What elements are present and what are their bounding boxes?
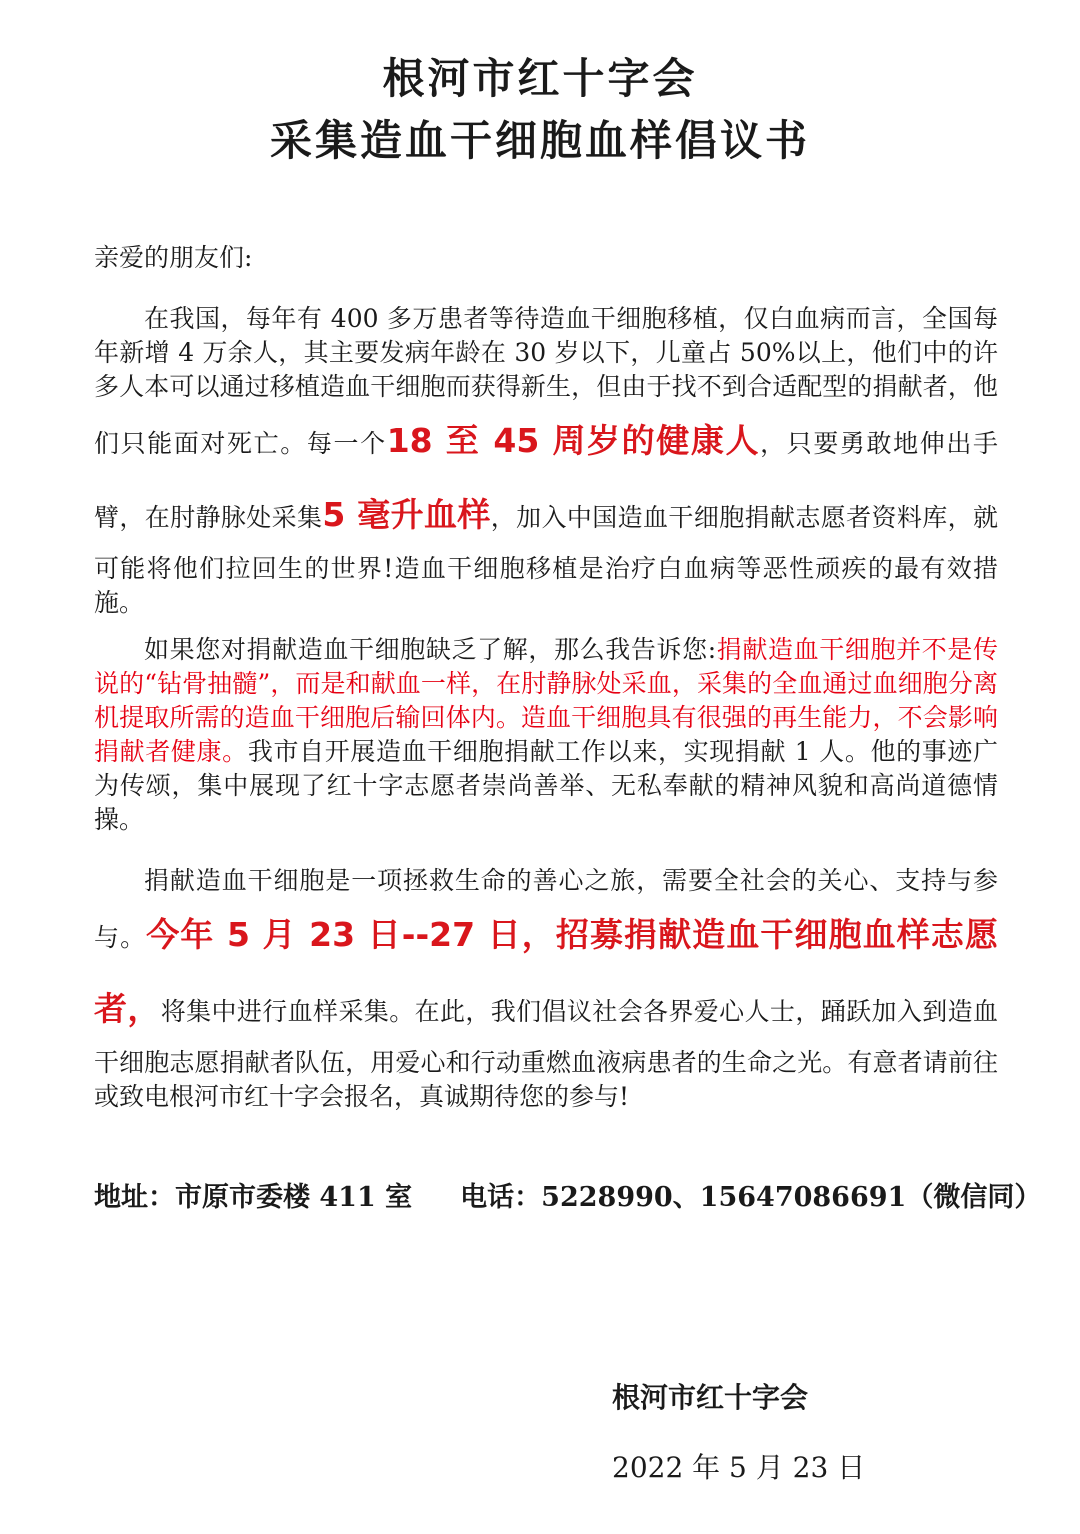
signature-date: 2022 年 5 月 23 日: [612, 1451, 866, 1484]
address-text: 地址：市原市委楼 411 室: [94, 1182, 413, 1213]
document-header: [0, 48, 1080, 172]
paragraph-3-text-b: 将集中进行血样采集。在此，我们倡议社会各界爱心人士，踊跃加入到造血干细胞志愿捐献者队伍，用爱心和行动重燃血液病患者的生命之光。有意者请前往或致电根河市红十字会报名，真诚期待您的参与!: [94, 997, 998, 1111]
paragraph-2-red-explanation: 捐献造血干细胞并不是传说的“钻骨抽髓”，而是和献血一样，在肘静脉处采血，采集的全血通过血细胞分离机提取所需的造血干细胞后输回体内。造血干细胞具有很强的再生能力，不会影响捐献者健康。: [94, 635, 998, 766]
paragraph-1-text-b: ，只要勇敢地伸出手臂，在肘静脉处采集: [94, 429, 998, 532]
paragraph-3: [94, 864, 998, 1114]
paragraph-1-text-c: ，加入中国造血干细胞捐献志愿者资料库，就可能将他们拉回生的世界!造血干细胞移植是治疗白血病等恶性顽疾的最有效措施。: [94, 503, 998, 617]
paragraph-2: [94, 633, 998, 837]
highlight-blood-volume: 5 毫升血样: [322, 495, 491, 534]
contact-info: [94, 1178, 1042, 1218]
highlight-age-range: 18 至 45 周岁的健康人: [386, 421, 761, 460]
title-proposal: 采集造血干细胞血样倡议书: [269, 116, 810, 165]
paragraph-2-text-b: 我市自开展造血干细胞捐献工作以来，实现捐献 1 人。他的事迹广为传颂，集中展现了红十字志愿者崇尚善举、无私奉献的精神风貌和高尚道德情操。: [94, 737, 998, 834]
title-organization: 根河市红十字会: [382, 54, 698, 103]
paragraph-3-text-a: 捐献造血干细胞是一项拯救生命的善心之旅，需要全社会的关心、支持与参与。: [94, 866, 998, 952]
paragraph-1: [94, 302, 998, 620]
phone-text: 电话：5228990、15647086691（微信同）: [460, 1182, 1042, 1213]
signature-organization: 根河市红十字会: [612, 1381, 809, 1414]
paragraph-1-text-a: 在我国，每年有 400 多万患者等待造血干细胞移植，仅白血病而言，全国每年新增 4 万余人，其主要发病年龄在 30 岁以下，儿童占 50%以上，他们中的许多人本可以通过移植造血干细胞而获得新生，但由于找不到合适配型的捐献者，他们只能面对死亡。每一个: [94, 304, 998, 458]
highlight-recruitment-dates: 今年 5 月 23 日--27 日，招募捐献造血干细胞血样志愿者，: [94, 915, 998, 1028]
paragraph-2-text-a: 如果您对捐献造血干细胞缺乏了解，那么我告诉您:: [144, 635, 717, 664]
salutation: 亲爱的朋友们:: [94, 243, 253, 272]
